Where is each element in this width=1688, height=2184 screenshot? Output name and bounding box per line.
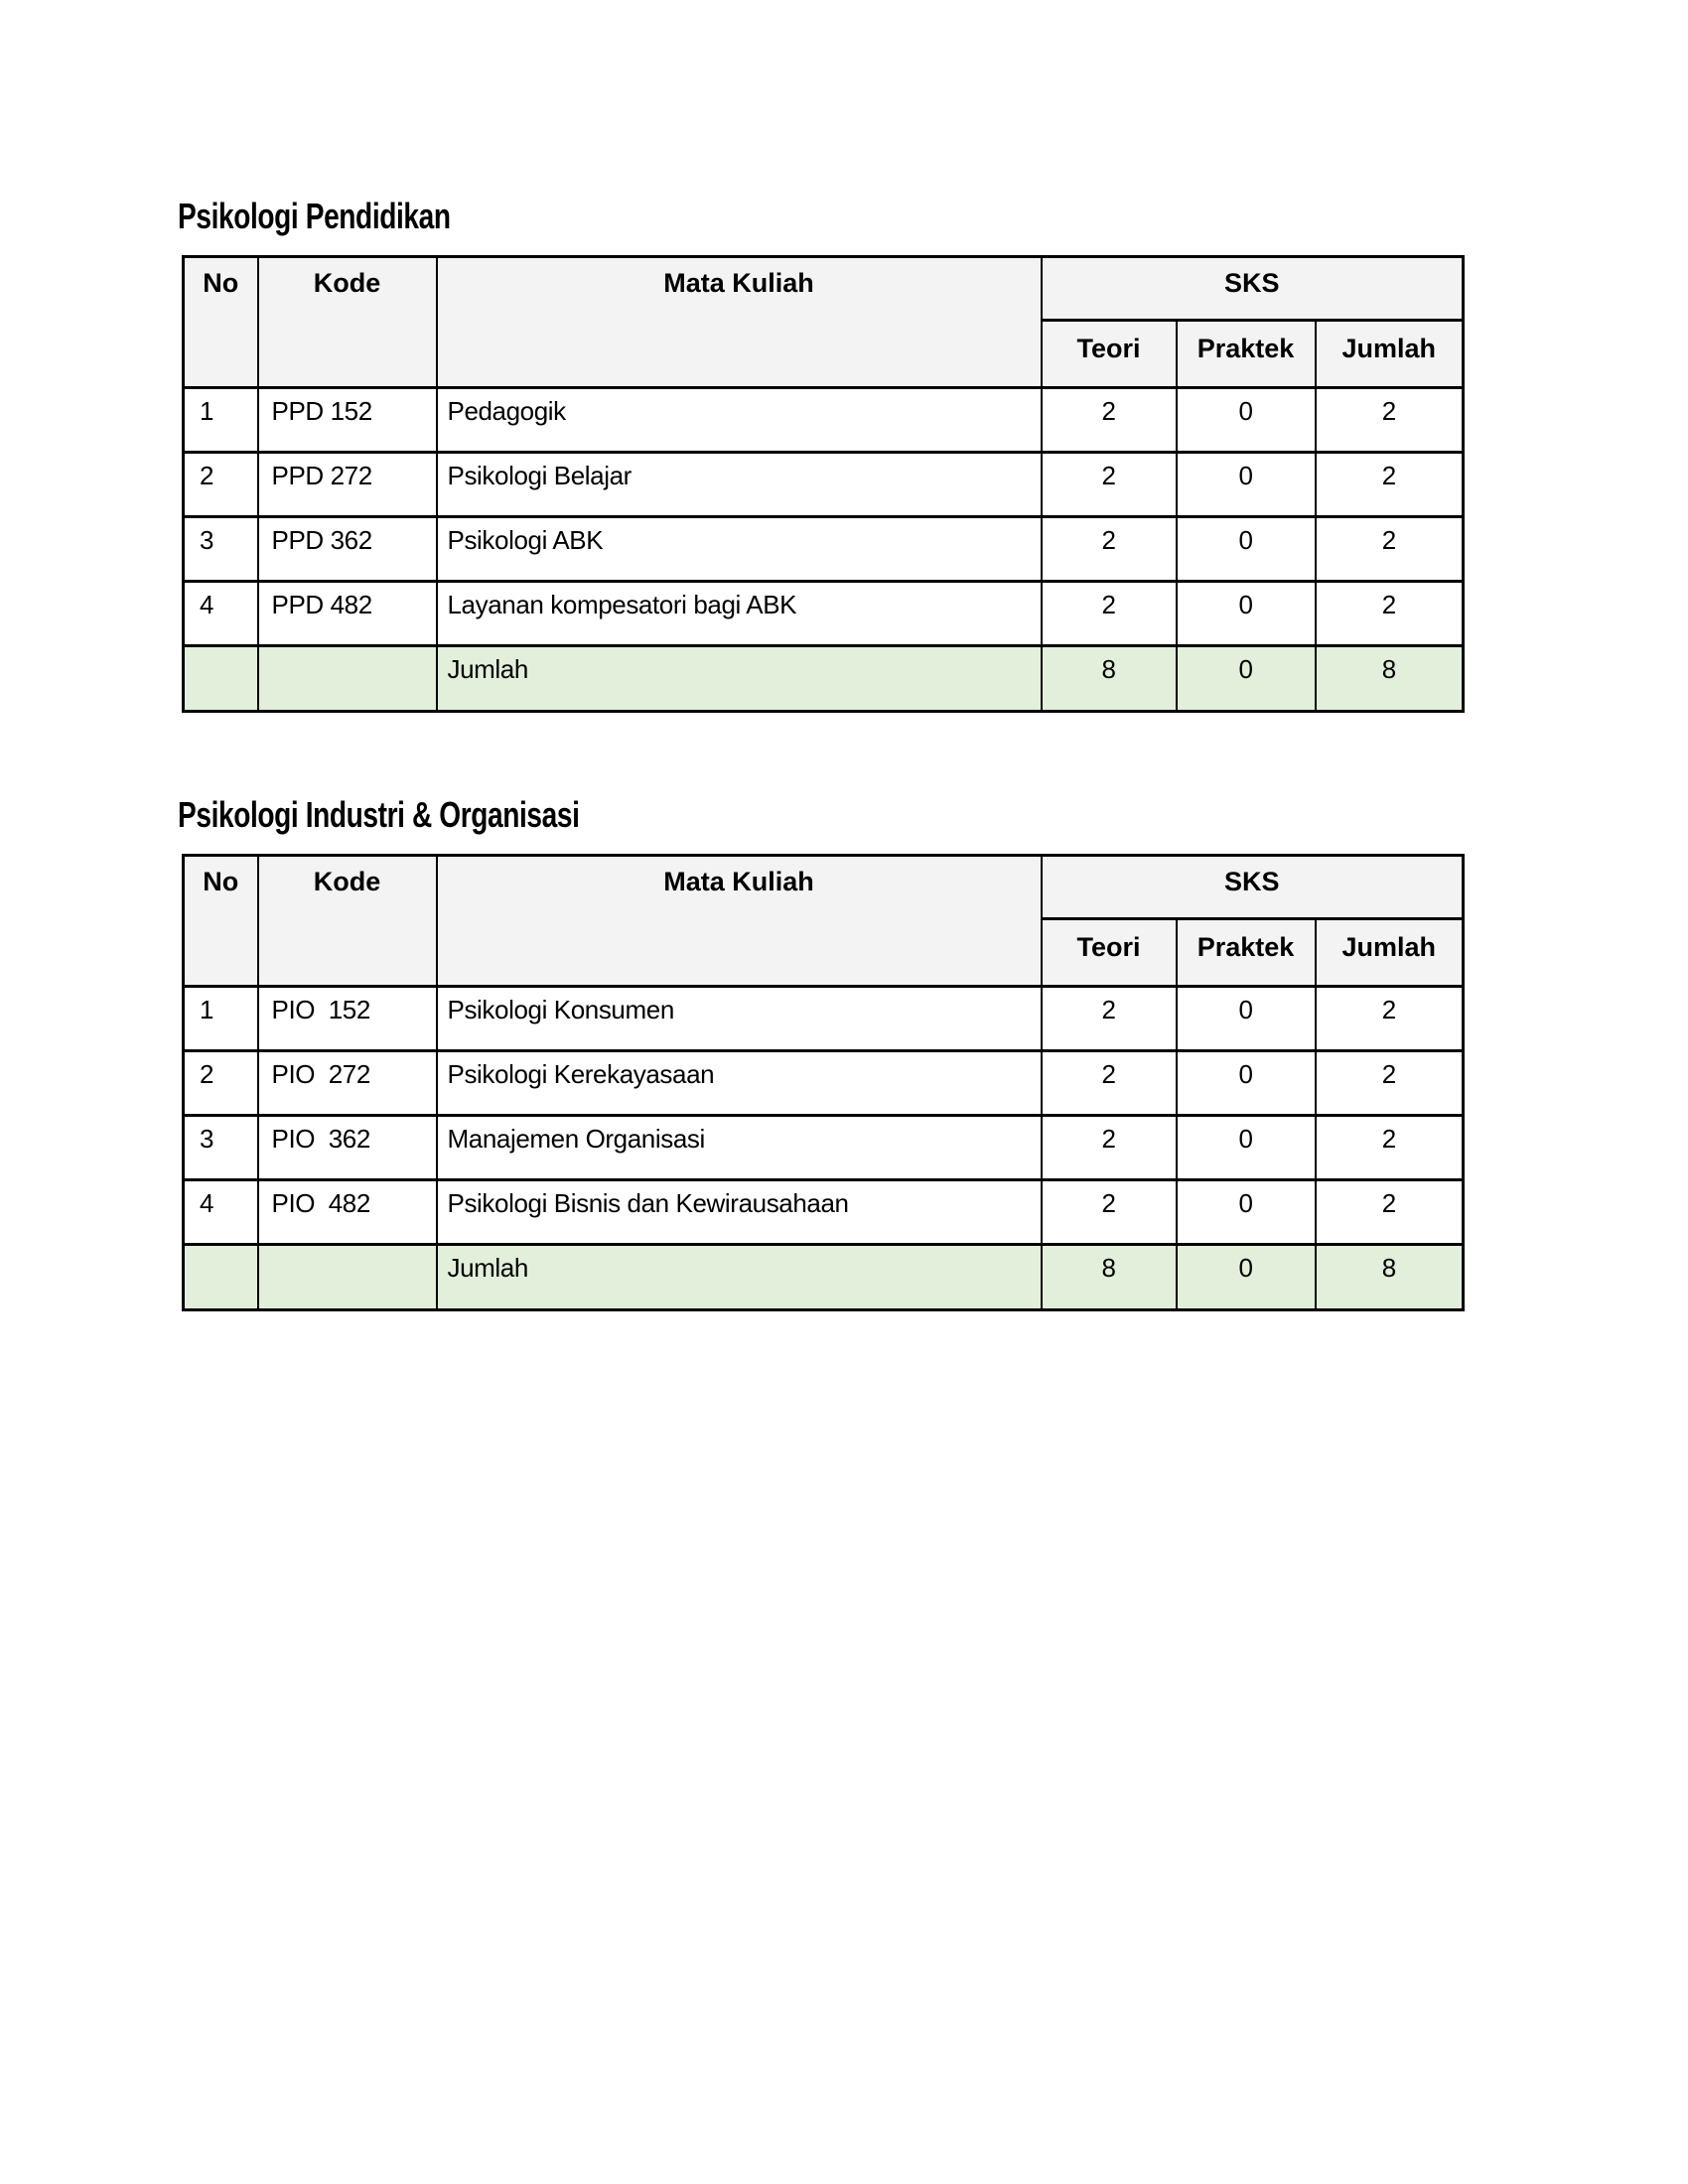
cell-teori: 2 bbox=[1042, 453, 1177, 517]
cell-mata-kuliah: Psikologi Konsumen bbox=[437, 987, 1042, 1051]
col-header-no: No bbox=[184, 856, 258, 987]
cell-praktek: 0 bbox=[1177, 1051, 1316, 1116]
col-header-kode: Kode bbox=[258, 856, 437, 987]
cell-mata-kuliah: Manajemen Organisasi bbox=[437, 1116, 1042, 1180]
cell-kode: PPD 152 bbox=[258, 388, 437, 453]
total-teori: 8 bbox=[1042, 1245, 1177, 1310]
col-header-mata-kuliah: Mata Kuliah bbox=[437, 856, 1042, 987]
col-header-jumlah: Jumlah bbox=[1316, 919, 1464, 987]
table-row bbox=[184, 582, 1464, 646]
cell-kode: PIO 152 bbox=[258, 987, 437, 1051]
cell-praktek: 0 bbox=[1177, 517, 1316, 582]
cell-mata-kuliah: Psikologi Bisnis dan Kewirausahaan bbox=[437, 1180, 1042, 1245]
table-row bbox=[184, 453, 1464, 517]
total-row bbox=[184, 1245, 1464, 1310]
table-row bbox=[184, 517, 1464, 582]
cell-jumlah: 2 bbox=[1316, 1051, 1464, 1116]
table-row bbox=[184, 1180, 1464, 1245]
col-header-sks: SKS bbox=[1042, 257, 1464, 321]
cell-jumlah: 2 bbox=[1316, 582, 1464, 646]
cell-praktek: 0 bbox=[1177, 987, 1316, 1051]
section-title-industri-organisasi bbox=[178, 794, 1465, 836]
col-header-praktek: Praktek bbox=[1177, 321, 1316, 388]
cell-mata-kuliah: Psikologi ABK bbox=[437, 517, 1042, 582]
col-header-teori: Teori bbox=[1042, 919, 1177, 987]
cell-jumlah: 2 bbox=[1316, 1116, 1464, 1180]
table-row bbox=[184, 987, 1464, 1051]
section-title-text: Psikologi Pendidikan bbox=[178, 196, 451, 236]
cell-mata-kuliah: Pedagogik bbox=[437, 388, 1042, 453]
col-header-praktek: Praktek bbox=[1177, 919, 1316, 987]
section-title-pendidikan bbox=[178, 196, 1465, 237]
cell-kode: PPD 482 bbox=[258, 582, 437, 646]
cell-kode: PIO 482 bbox=[258, 1180, 437, 1245]
total-empty-no bbox=[184, 1245, 258, 1310]
cell-teori: 2 bbox=[1042, 1051, 1177, 1116]
total-jumlah: 8 bbox=[1316, 1245, 1464, 1310]
total-row bbox=[184, 646, 1464, 712]
total-label: Jumlah bbox=[437, 1245, 1042, 1310]
table-row bbox=[184, 1116, 1464, 1180]
cell-no: 4 bbox=[184, 582, 258, 646]
total-teori: 8 bbox=[1042, 646, 1177, 712]
cell-teori: 2 bbox=[1042, 1180, 1177, 1245]
cell-jumlah: 2 bbox=[1316, 388, 1464, 453]
cell-teori: 2 bbox=[1042, 987, 1177, 1051]
cell-praktek: 0 bbox=[1177, 388, 1316, 453]
cell-praktek: 0 bbox=[1177, 582, 1316, 646]
total-empty-kode bbox=[258, 1245, 437, 1310]
cell-mata-kuliah: Layanan kompesatori bagi ABK bbox=[437, 582, 1042, 646]
cell-kode: PIO 362 bbox=[258, 1116, 437, 1180]
col-header-jumlah: Jumlah bbox=[1316, 321, 1464, 388]
total-praktek: 0 bbox=[1177, 646, 1316, 712]
cell-no: 4 bbox=[184, 1180, 258, 1245]
cell-no: 1 bbox=[184, 987, 258, 1051]
cell-praktek: 0 bbox=[1177, 453, 1316, 517]
cell-jumlah: 2 bbox=[1316, 517, 1464, 582]
col-header-kode: Kode bbox=[258, 257, 437, 388]
cell-mata-kuliah: Psikologi Kerekayasaan bbox=[437, 1051, 1042, 1116]
page-content bbox=[178, 196, 1465, 1311]
cell-kode: PIO 272 bbox=[258, 1051, 437, 1116]
cell-jumlah: 2 bbox=[1316, 453, 1464, 517]
cell-praktek: 0 bbox=[1177, 1116, 1316, 1180]
total-empty-no bbox=[184, 646, 258, 712]
cell-no: 2 bbox=[184, 453, 258, 517]
cell-mata-kuliah: Psikologi Belajar bbox=[437, 453, 1042, 517]
cell-teori: 2 bbox=[1042, 517, 1177, 582]
section-pendidikan bbox=[178, 196, 1465, 713]
cell-teori: 2 bbox=[1042, 1116, 1177, 1180]
table-header-row-main bbox=[184, 856, 1464, 919]
col-header-no: No bbox=[184, 257, 258, 388]
cell-no: 3 bbox=[184, 517, 258, 582]
cell-no: 3 bbox=[184, 1116, 258, 1180]
total-jumlah: 8 bbox=[1316, 646, 1464, 712]
col-header-mata-kuliah: Mata Kuliah bbox=[437, 257, 1042, 388]
cell-kode: PPD 272 bbox=[258, 453, 437, 517]
col-header-teori: Teori bbox=[1042, 321, 1177, 388]
cell-jumlah: 2 bbox=[1316, 1180, 1464, 1245]
total-label: Jumlah bbox=[437, 646, 1042, 712]
table-row bbox=[184, 1051, 1464, 1116]
cell-no: 1 bbox=[184, 388, 258, 453]
table-header-row-main bbox=[184, 257, 1464, 321]
cell-teori: 2 bbox=[1042, 388, 1177, 453]
total-praktek: 0 bbox=[1177, 1245, 1316, 1310]
cell-jumlah: 2 bbox=[1316, 987, 1464, 1051]
cell-no: 2 bbox=[184, 1051, 258, 1116]
course-table-pendidikan bbox=[182, 255, 1465, 713]
cell-praktek: 0 bbox=[1177, 1180, 1316, 1245]
section-title-text: Psikologi Industri & Organisasi bbox=[178, 794, 580, 835]
col-header-sks: SKS bbox=[1042, 856, 1464, 919]
total-empty-kode bbox=[258, 646, 437, 712]
course-table-industri-organisasi bbox=[182, 854, 1465, 1311]
cell-teori: 2 bbox=[1042, 582, 1177, 646]
table-row bbox=[184, 388, 1464, 453]
section-industri-organisasi bbox=[178, 794, 1465, 1311]
cell-kode: PPD 362 bbox=[258, 517, 437, 582]
